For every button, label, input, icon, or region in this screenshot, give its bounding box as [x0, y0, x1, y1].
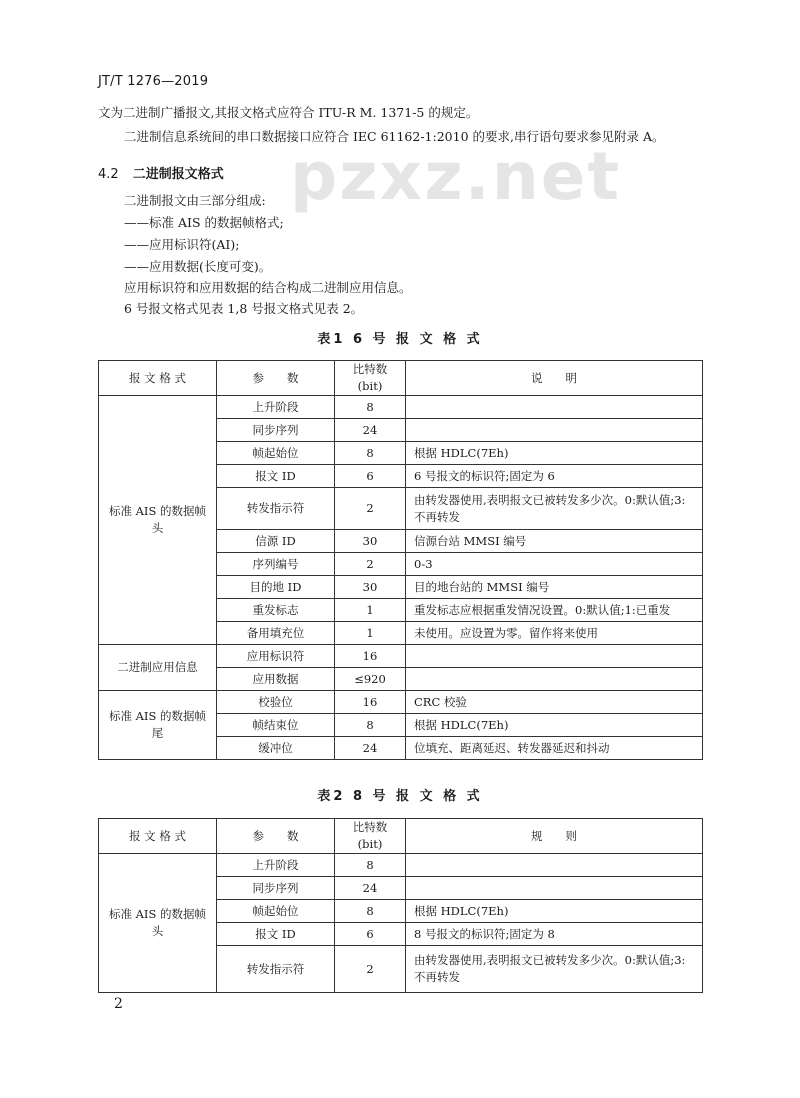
header-cell: 比特数(bit) — [335, 819, 406, 854]
bits-cell: 1 — [335, 599, 406, 622]
param-cell: 序列编号 — [217, 553, 335, 576]
param-cell: 转发指示符 — [217, 946, 335, 993]
header-cell: 参 数 — [217, 361, 335, 396]
body-line: 6 号报文格式见表 1,8 号报文格式见表 2。 — [124, 301, 364, 316]
desc-cell — [406, 419, 703, 442]
body-line: ——标准 AIS 的数据帧格式; — [124, 215, 284, 230]
bits-cell: 30 — [335, 530, 406, 553]
bits-cell: 16 — [335, 645, 406, 668]
param-cell: 报文 ID — [217, 923, 335, 946]
group-cell: 标准 AIS 的数据帧尾 — [99, 691, 217, 760]
desc-cell: 根据 HDLC(7Eh) — [406, 900, 703, 923]
bits-cell: 8 — [335, 854, 406, 877]
param-cell: 帧起始位 — [217, 900, 335, 923]
table-header-row — [99, 819, 703, 854]
desc-cell — [406, 668, 703, 691]
table2-caption: 表2 8 号 报 文 格 式 — [317, 789, 483, 804]
bits-cell: 24 — [335, 877, 406, 900]
table1 — [98, 360, 703, 760]
desc-cell: 6 号报文的标识符;固定为 6 — [406, 465, 703, 488]
desc-cell: 信源台站 MMSI 编号 — [406, 530, 703, 553]
header-cell: 报 文 格 式 — [99, 361, 217, 396]
table-row — [99, 645, 703, 668]
bits-cell: 8 — [335, 714, 406, 737]
param-cell: 同步序列 — [217, 419, 335, 442]
param-cell: 帧起始位 — [217, 442, 335, 465]
bits-cell: 8 — [335, 442, 406, 465]
desc-cell: CRC 校验 — [406, 691, 703, 714]
bits-cell: 6 — [335, 923, 406, 946]
param-cell: 转发指示符 — [217, 488, 335, 530]
desc-cell: 根据 HDLC(7Eh) — [406, 714, 703, 737]
page-number: 2 — [114, 996, 123, 1012]
table-header-row — [99, 361, 703, 396]
desc-cell: 根据 HDLC(7Eh) — [406, 442, 703, 465]
table-row — [99, 854, 703, 877]
desc-cell — [406, 854, 703, 877]
group-cell: 标准 AIS 的数据帧头 — [99, 396, 217, 645]
desc-cell: 由转发器使用,表明报文已被转发多少次。0:默认值;3:不再转发 — [406, 488, 703, 530]
bits-cell: 1 — [335, 622, 406, 645]
section-title: 二进制报文格式 — [132, 167, 224, 182]
table2 — [98, 818, 703, 993]
bits-cell: 24 — [335, 737, 406, 760]
bits-cell: 30 — [335, 576, 406, 599]
param-cell: 目的地 ID — [217, 576, 335, 599]
desc-cell: 0-3 — [406, 553, 703, 576]
table1-caption: 表1 6 号 报 文 格 式 — [317, 332, 483, 347]
body-line: ——应用数据(长度可变)。 — [124, 259, 272, 274]
param-cell: 报文 ID — [217, 465, 335, 488]
header-cell: 说 明 — [406, 361, 703, 396]
desc-cell: 重发标志应根据重发情况设置。0:默认值;1:已重发 — [406, 599, 703, 622]
param-cell: 备用填充位 — [217, 622, 335, 645]
param-cell: 信源 ID — [217, 530, 335, 553]
desc-cell: 由转发器使用,表明报文已被转发多少次。0:默认值;3:不再转发 — [406, 946, 703, 993]
body-line: ——应用标识符(AI); — [124, 237, 240, 252]
section-number: 4.2 — [98, 167, 119, 182]
paragraph-line: 二进制信息系统间的串口数据接口应符合 IEC 61162-1:2010 的要求,串行语句要求参见附录 A。 — [124, 129, 665, 144]
bits-cell: 16 — [335, 691, 406, 714]
param-cell: 帧结束位 — [217, 714, 335, 737]
bits-cell: 2 — [335, 553, 406, 576]
bits-cell: 6 — [335, 465, 406, 488]
body-line: 二进制报文由三部分组成: — [124, 193, 266, 208]
param-cell: 上升阶段 — [217, 854, 335, 877]
bits-cell: 8 — [335, 900, 406, 923]
bits-cell: 24 — [335, 419, 406, 442]
group-cell: 标准 AIS 的数据帧头 — [99, 854, 217, 993]
bits-cell: 8 — [335, 396, 406, 419]
param-cell: 应用数据 — [217, 668, 335, 691]
watermark: pzxz.net — [290, 138, 622, 215]
bits-cell: 2 — [335, 488, 406, 530]
desc-cell: 8 号报文的标识符;固定为 8 — [406, 923, 703, 946]
header-cell: 规 则 — [406, 819, 703, 854]
param-cell: 缓冲位 — [217, 737, 335, 760]
desc-cell — [406, 645, 703, 668]
param-cell: 校验位 — [217, 691, 335, 714]
table-row — [99, 691, 703, 714]
desc-cell — [406, 877, 703, 900]
table-row — [99, 396, 703, 419]
desc-cell: 位填充、距离延迟、转发器延迟和抖动 — [406, 737, 703, 760]
body-line: 应用标识符和应用数据的结合构成二进制应用信息。 — [124, 280, 412, 295]
param-cell: 同步序列 — [217, 877, 335, 900]
desc-cell: 目的地台站的 MMSI 编号 — [406, 576, 703, 599]
bits-cell: ≤920 — [335, 668, 406, 691]
header-cell: 报 文 格 式 — [99, 819, 217, 854]
param-cell: 重发标志 — [217, 599, 335, 622]
document-header: JT/T 1276—2019 — [98, 74, 209, 89]
desc-cell — [406, 396, 703, 419]
header-cell: 比特数(bit) — [335, 361, 406, 396]
section-heading — [98, 163, 224, 182]
param-cell: 应用标识符 — [217, 645, 335, 668]
group-cell: 二进制应用信息 — [99, 645, 217, 691]
header-cell: 参 数 — [217, 819, 335, 854]
param-cell: 上升阶段 — [217, 396, 335, 419]
paragraph-line: 文为二进制广播报文,其报文格式应符合 ITU-R M. 1371-5 的规定。 — [98, 105, 479, 120]
bits-cell: 2 — [335, 946, 406, 993]
desc-cell: 未使用。应设置为零。留作将来使用 — [406, 622, 703, 645]
